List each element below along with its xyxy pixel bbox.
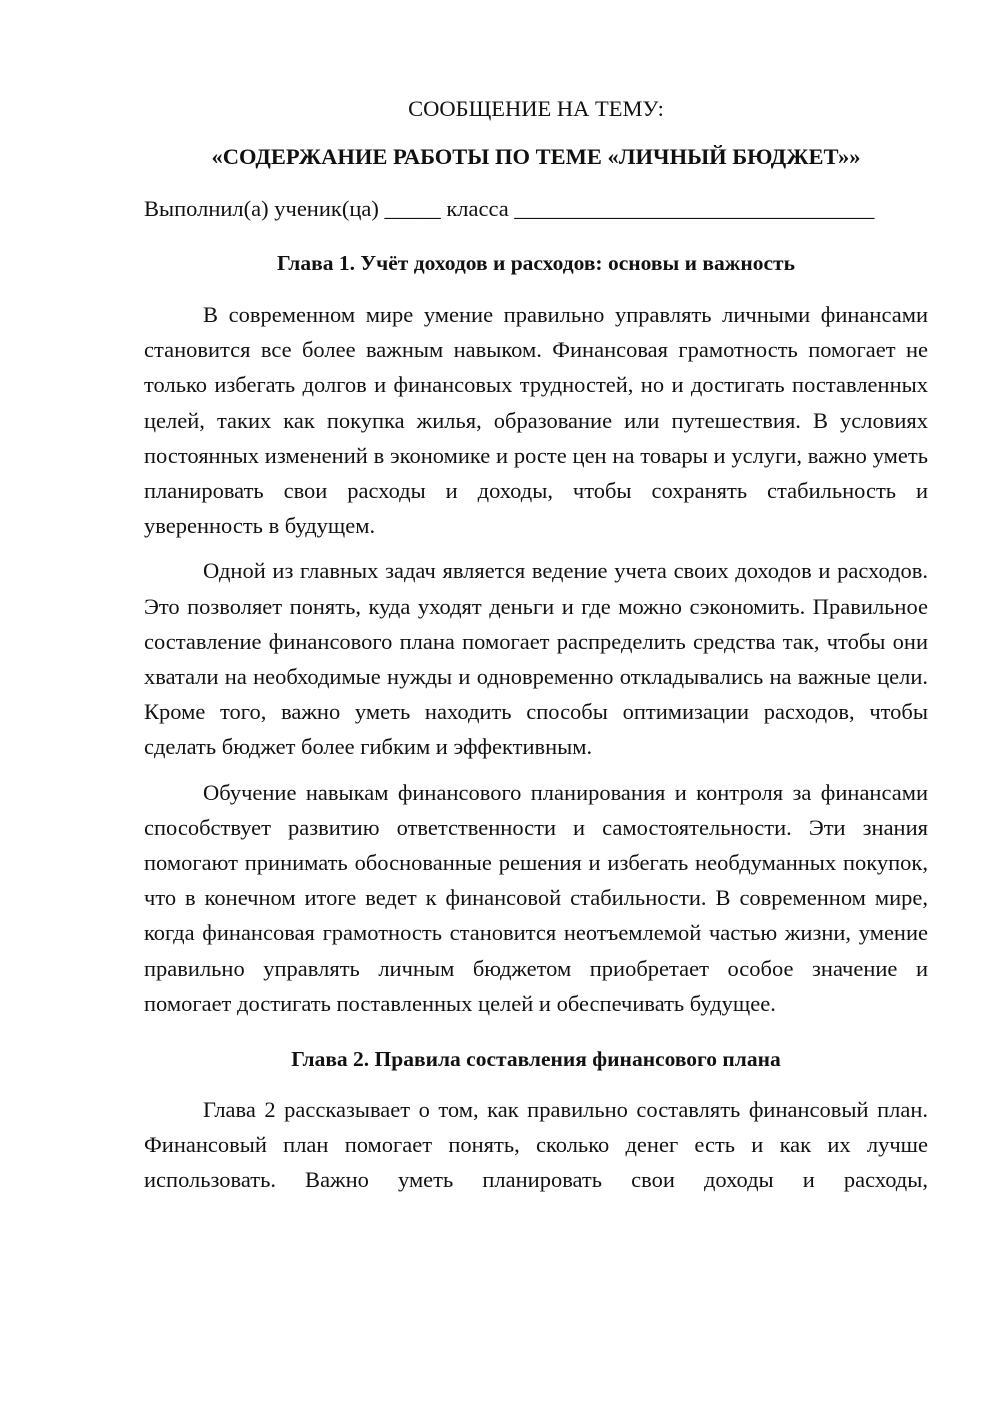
chapter2-heading: Глава 2. Правила составления финансового плана [291, 1047, 781, 1072]
document-page [144, 0, 928, 1198]
chapter1-paragraph-3: Обучение навыкам финансового планирования и контроля за финансами способствует развитию ответственности и самостоятельности. Эти знания помогают принимать обоснованные решения и избегать необдуманных покупок, что в конечном итоге ведет к финансовой стабильности. В современном мире, когда финансовая грамотность становится неотъемлемой частью жизни, умение правильно управлять личным бюджетом приобретает особое значение и помогает достигать поставленных целей и обеспечивать будущее. [144, 779, 928, 1016]
chapter2-paragraph-1: Глава 2 рассказывает о том, как правильно составлять финансовый план. Финансовый план помогает понять, сколько денег есть и как их лучше использовать. Важно уметь планировать свои доходы и расходы, [144, 1097, 928, 1193]
author-line: Выполнил(а) ученик(ца) _____ класса ________________________________ [144, 196, 875, 221]
chapter1-paragraph-1: В современном мире умение правильно управлять личными финансами становится все более важным навыком. Финансовая грамотность помогает не только избегать долгов и финансовых трудностей, но и достигать поставленных целей, таких как покупка жилья, образование или путешествия. В условиях постоянных изменений в экономике и росте цен на товары и услуги, важно уметь планировать свои расходы и доходы, чтобы сохранять стабильность и уверенность в будущем. [144, 302, 928, 539]
chapter1-paragraph-2: Одной из главных задач является ведение учета своих доходов и расходов. Это позволяет понять, куда уходят деньги и где можно сэкономить. Правильное составление финансового плана помогает распределить средства так, чтобы они хватали на необходимые нужды и одновременно откладывались на важные цели. Кроме того, важно уметь находить способы оптимизации расходов, чтобы сделать бюджет более гибким и эффективным. [144, 558, 928, 760]
document-title-line1: СООБЩЕНИЕ НА ТЕМУ: [408, 96, 664, 121]
chapter1-heading: Глава 1. Учёт доходов и расходов: основы и важность [277, 251, 795, 275]
document-title-line2: «СОДЕРЖАНИЕ РАБОТЫ ПО ТЕМЕ «ЛИЧНЫЙ БЮДЖЕТ»» [211, 144, 861, 169]
